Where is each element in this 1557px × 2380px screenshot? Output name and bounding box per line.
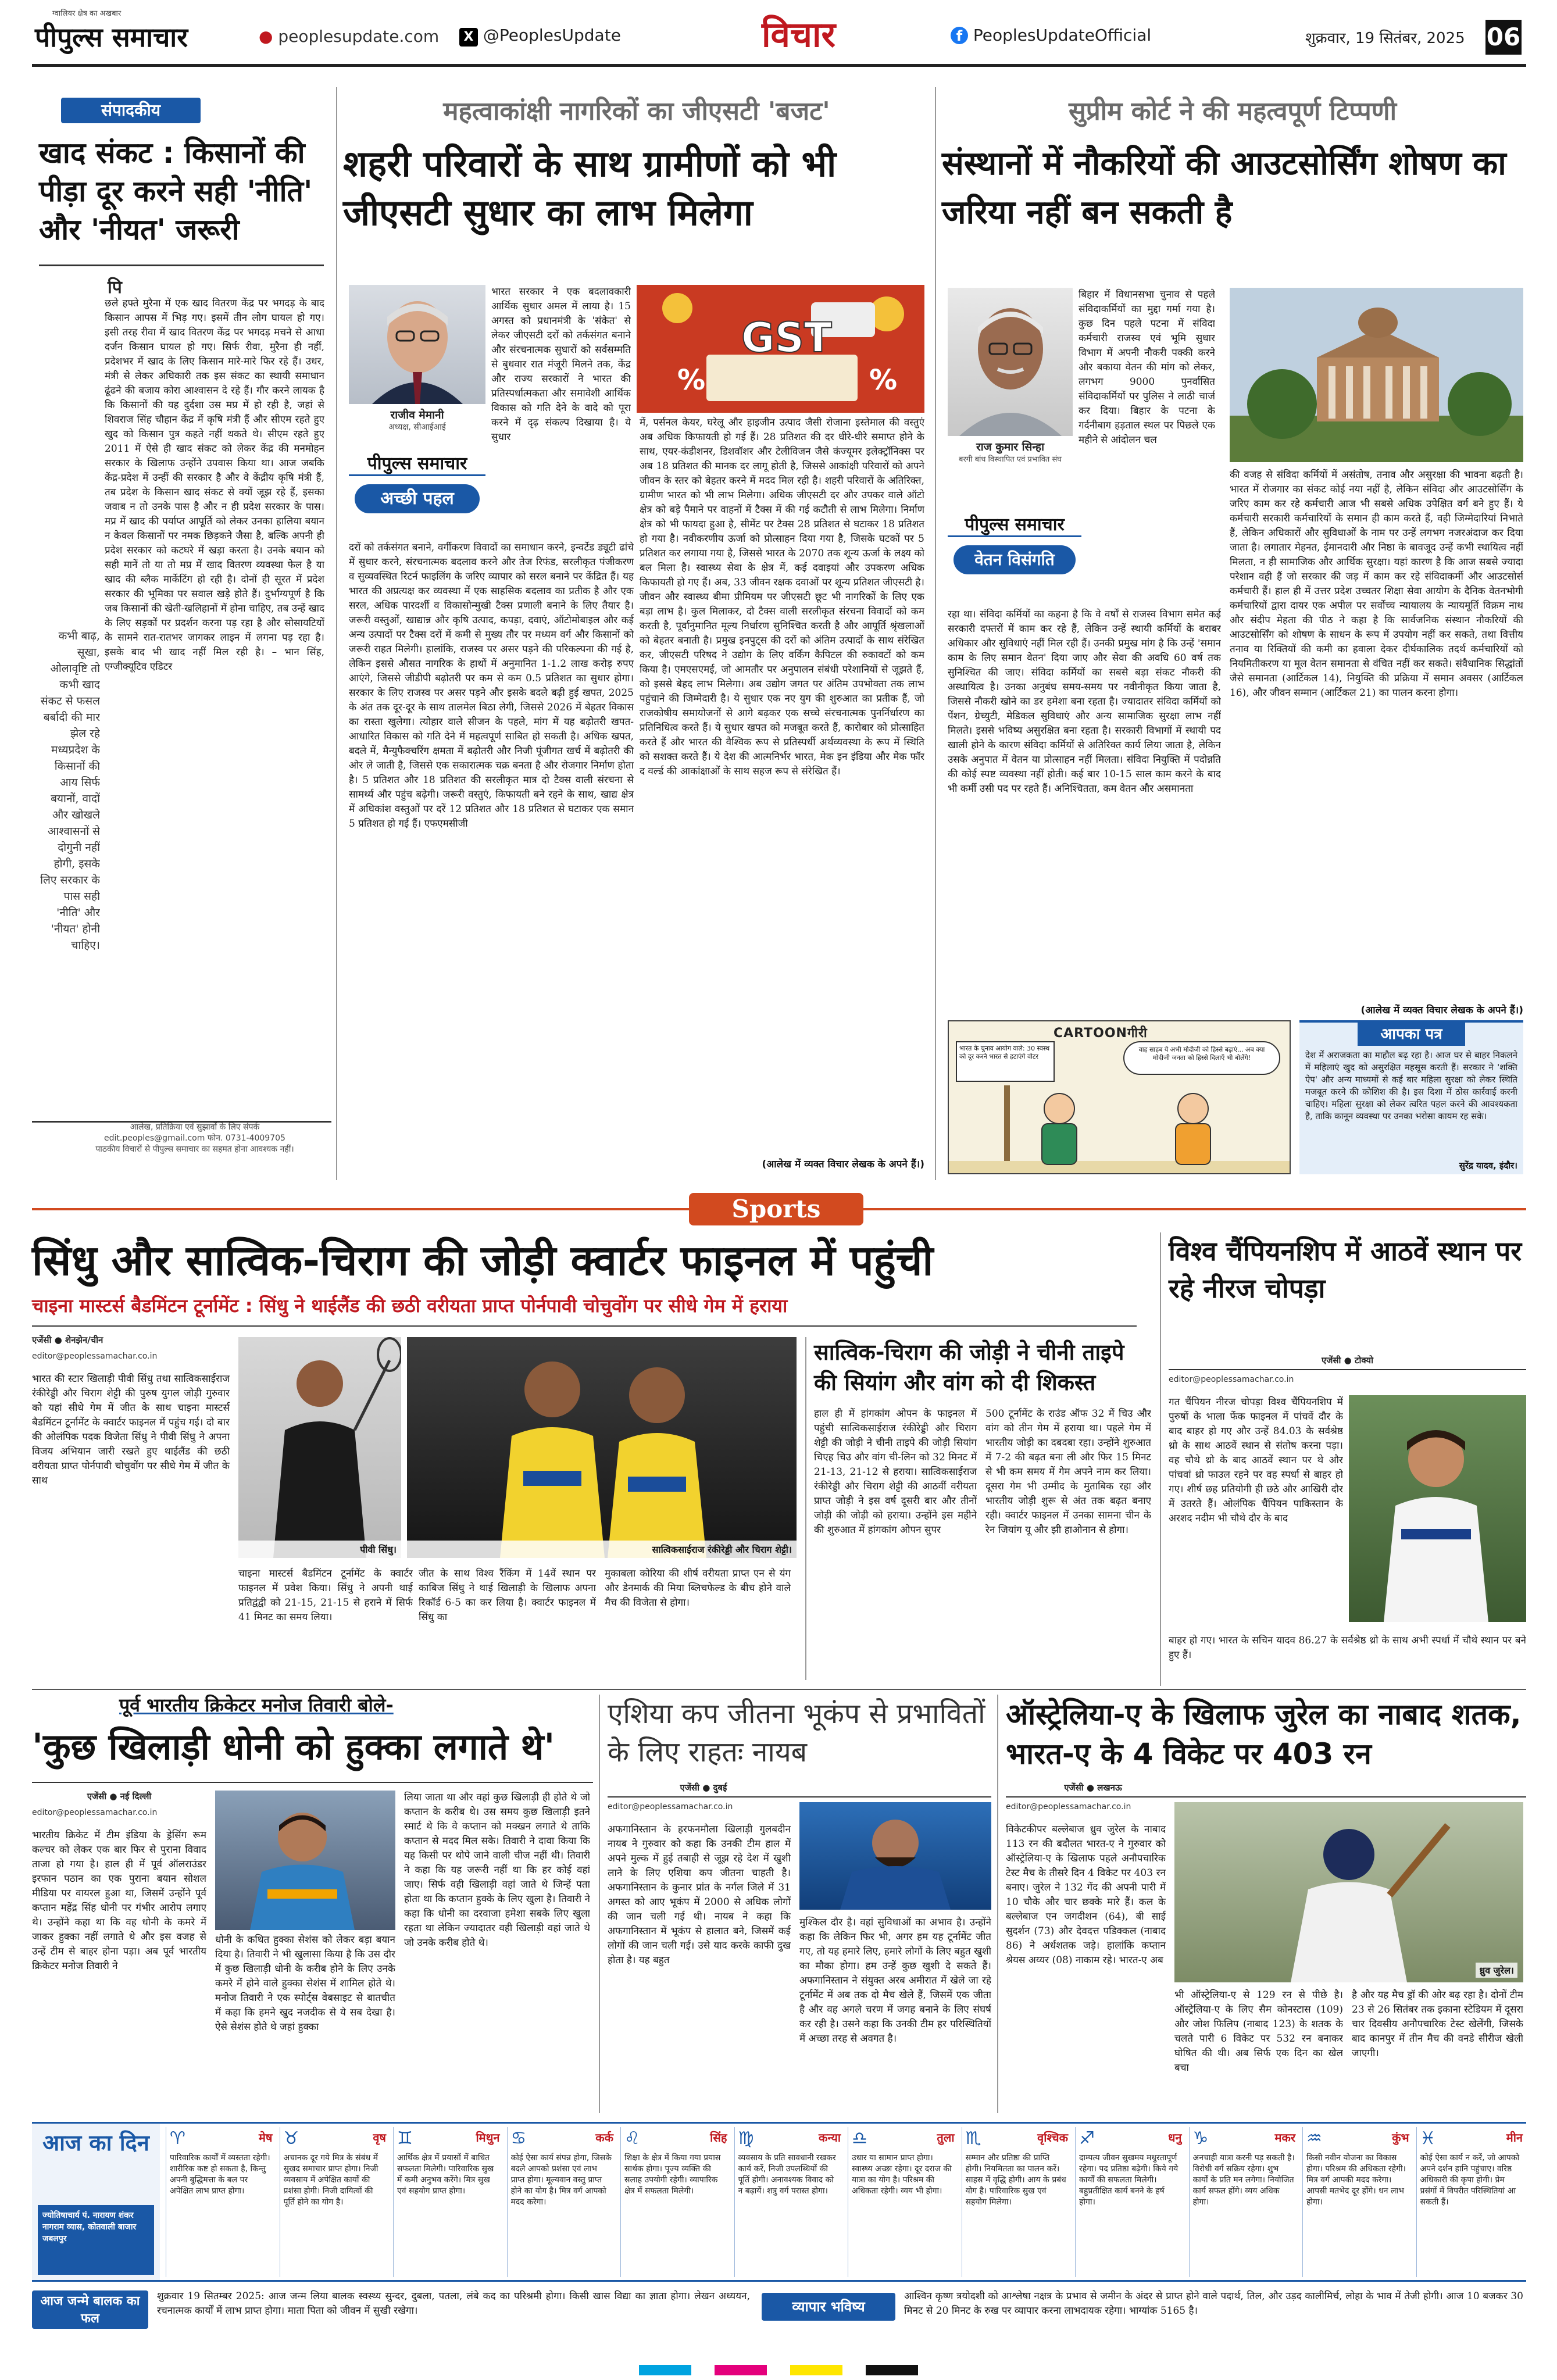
column-separator: [1160, 1232, 1161, 1686]
jurel-photo: [1174, 1802, 1523, 1982]
letter-body: देश में अराजकता का माहौल बढ़ रहा है। आज घर से बाहर निकलने में महिलाएं खुद को असुरक्षित महसूस करती हैं। सरकार ने 'शक्ति ऐप' और अन्य माध्यमों से कई बार महिला सुरक्षा को लेकर स्थिति मजबूत करने की कोशिश की है। इस दिशा में ठोस कार्रवाई करनी चाहिए। महिला सुरक्षा को लेकर त्वरित पहल करने की आवश्यकता है, ताकि कानून व्यवस्था पर उनका भरोसा कायम रह सके।: [1305, 1050, 1517, 1121]
editorial-footer: [58, 1122, 331, 1168]
editorial-headline: खाद संकट : किसानों की पीड़ा दूर करने सही 'नीति' और 'नीयत' जरूरी: [39, 136, 313, 246]
badge-logo: पीपुल्स समाचार: [948, 512, 1081, 537]
editorial-paragraph: छले हफ्ते मुरैना में एक खाद वितरण केंद्र पर भगदड़ के बाद किसान आपस में भिड़ गए। इसमें तीन लोग घायल हो गए। इसी तरह रीवा में खाद वितरण केंद्र पर भगदड़ मचने से आधा दर्जन किसान घायल हो गए। सिर्फ रीवा, मुरैना ही नहीं, प्रदेशभर में खाद के लिए किसान मारे-मारे फिर रहे हैं। उधर, मंत्री से लेकर अधिकारी तक इस संकट का स्थायी समाधान ढूंढने की बजाय कोरा आश्वासन दे रहे हैं। गौर करने लायक है कि किसानों की यह दुर्दशा उस मप्र में हो रही है, जहां से शिवराज सिंह चौहान केंद्र में कृषि मंत्री हैं और सीएम रहते हुए खुद को किसान पुत्र कहते नहीं थकते थे। सीएम रहते हुए 2011 में ऐसे ही खाद संकट को लेकर केंद्र की मनमोहन सरकार के खिलाफ उन्होंने उपवास किया था। आज जबकि केंद्र-प्रदेश में उन्हीं की सरकार है और वे केंद्रीय कृषि मंत्री हैं, तब प्रदेश के किसान खाद संकट से क्यों जूझ रहे हैं, इसका जवाब न तो उनके पास है और न ही प्रदेश सरकार के पास। मप्र में खाद की पर्याप्त आपूर्ति को लेकर उनका हालिया बयान न केवल किसानों पर नमक छिड़कने जैसा है, बल्कि अपनी ही प्रदेश सरकार को कटघरे में खड़ा करता है। उनके बयान को सही मानें तो या तो मप्र में खाद वितरण व्यवस्था फेल है या खाद की ब्लैक मार्केटिंग हो रही है। दोनों ही सूरत में प्रदेश सरकार की भूमिका पर सवाल खड़े होते हैं। दुर्भाग्यपूर्ण है कि जब किसानों की खेती-खलिहानों में होना चाहिए, तब उन्हें खाद के लिए सड़कों पर प्रदर्शन करना पड़ रहा है और सोसायटियों के सामने रात-रातभर जागकर लाइन में लगना पड़ रहा है। इसके बाद भी खाद नहीं मिल रही है। – भान सिंह, एग्जीक्यूटिव एडिटर: [105, 298, 324, 673]
zodiac-cell: [848, 2127, 958, 2277]
sub-story-headline: सात्विक-चिराग की जोड़ी ने चीनी ताइपे की सियांग और वांग को दी शिकस्त: [814, 1339, 1124, 1395]
zodiac-text: अनचाही यात्रा करनी पड़ सकती है। विरोधी वर्ग सक्रिय रहेगा। शुभ कार्यों के प्रति मन लगेगा। नियोजित कार्य सफल होंगे। व्यय अधिक होगा।: [1192, 2153, 1295, 2207]
color-swatch: [790, 2365, 842, 2375]
sindhu-photo: [238, 1337, 401, 1558]
dateline: एजेंसी ● शेनझेन/चीन: [32, 1335, 103, 1345]
page-number: 06: [1485, 20, 1522, 55]
x-icon: X: [459, 28, 478, 47]
zodiac-cell: [507, 2127, 617, 2277]
column-separator: [805, 1337, 806, 1680]
zodiac-cell: [1189, 2127, 1299, 2277]
birth-forecast: [32, 2286, 753, 2335]
badge-logo: पीपुल्स समाचार: [349, 451, 485, 476]
masthead: [0, 0, 1557, 65]
gst-graphic-icon: [637, 285, 924, 413]
website-label: peoplesupdate.com: [278, 27, 440, 46]
article-disclaimer: (आलेख में व्यक्त विचार लेखक के अपने हैं।): [1360, 1005, 1523, 1016]
zodiac-11-icon: ♒: [1306, 2128, 1322, 2149]
article-body-col: में, पर्सनल केयर, घरेलू और हाइजीन उत्पाद जैसी रोजाना इस्तेमाल की वस्तुएं अब अधिक किफायती हो गई हैं। 28 प्रतिशत की दर धीरे-धीरे समाप्त होने के साथ, एयर-कंडीशनर, डिशवॉशर और टेलीविजन जैसे कंज्यूमर इलेक्ट्रॉनिक्स पर अब 18 प्रतिशत की मानक दर लागू होती है, जिससे आकांक्षी परिवारों को अपने जीवन के स्तर को बेहतर करने में मदद मिल रही है। शहरी परिवारों के अतिरिक्त, ग्रामीण भारत को भी लाभ मिलेगा। अधिक जीएसटी दर और उपकर वाले ऑटो क्षेत्र को बड़े पैमाने पर वाहनों में टैक्स में की गई कटौती से लाभ मिलेगा। निर्माण क्षेत्र को भी फायदा हुआ है, सीमेंट पर टैक्स 28 प्रतिशत से घटाकर 18 प्रतिशत हो गया है। नवीकरणीय ऊर्जा को प्रोत्साहन दिया गया है, जिसके घटकों पर 5 प्रतिशत कर लगाया गया है, जिससे भारत के 2070 तक शून्य ऊर्जा के लक्ष्य को बल मिला है। स्वास्थ्य सेवा के क्षेत्र में, कई दवाइयां और उपकरण अधिक किफायती हो गए हैं। अब, 33 जीवन रक्षक दवाओं पर शून्य प्रतिशत जीएसटी है। जीवन और स्वास्थ्य बीमा प्रीमियम पर जीएसटी छूट भी नागरिकों के लिए एक बड़ा लाभ है। कुल मिलाकर, दो टैक्स वाली सरलीकृत संरचना विवादों को कम करती है, पूर्वानुमानित मूल्य निर्धारण सुनिश्चित करती है और आपूर्ति श्रृंखलाओं को बेहतर बनाती है। प्रमुख इनपुट्स की दरों को अंतिम उत्पादों के साथ संरेखित कर, जीएसटी परिषद ने उद्योग के लिए वर्किंग कैपिटल की रुकावटों को कम किया है। एमएसएमई, जो आमतौर पर अनुपालन संबंधी परेशानियों से जूझते हैं, को इससे बेहद लाभ मिलेगा। अब उद्योग जगत पर अंतिम उपभोक्ता तक लाभ पहुंचाने की जिम्मेदारी है। ये सुधार एक नए युग की शुरुआत का प्रतीक हैं, जो राजकोषीय समायोजनों से आगे बढ़कर एक सच्चे संरचनात्मक पुनर्निर्धारण का प्रतिनिधित्व करते हैं। ये सुधार खपत को मजबूत करते हैं, कारोबार को प्रोत्साहित करते हैं और भारत की वैश्विक रूप से प्रतिस्पर्धी अर्थव्यवस्था के रूप में स्थिति को सशक्त करते हैं। ये देश की आत्मनिर्भर भारत, मेक इन इंडिया और मेक फॉर द वर्ल्ड की आकांक्षाओं के साथ सहज रूप से संरेखित हैं।: [640, 417, 924, 777]
sports-body-col: 500 टूर्नामेंट के राउंड ऑफ 32 में चिउ और वांग को तीन गेम में हराया था। पहले गेम में भारतीय जोड़ी का दबदबा रहा। उन्होंने शुरुआत में 7-2 की बढ़त बना ली और फिर 15 मिनट से भी कम समय में गेम अपने नाम कर लिया। दूसरा गेम भी उम्मीद के मुताबिक रहा और भारतीय जोड़ी शुरू से अंत तक बढ़त बनाए रही। क्वार्टर फाइनल में उनका सामना चीन के रेन जियांग यू और झी हाओनान से होगा।: [985, 1408, 1151, 1536]
column-separator: [997, 1695, 998, 2113]
column-separator: [935, 87, 936, 1180]
divider: [32, 1782, 593, 1783]
zodiac-9-icon: ♐: [1079, 2128, 1095, 2149]
sports-subheadline: चाइना मास्टर्स बैडमिंटन टूर्नामेंट : सिंधु ने थाईलैंड की छठी वरीयता प्राप्त पोर्नपावी चोचुवोंग पर सीधे गेम में हराया: [32, 1295, 788, 1317]
logo-tagline: ग्वालियर क्षेत्र का अखबार: [52, 9, 122, 18]
horoscope-title-block: [32, 2124, 160, 2280]
dropcap: पि: [108, 277, 122, 298]
editorial-column: [32, 93, 331, 1122]
sports-body-col: है और यह मैच ड्रॉ की ओर बढ़ रहा है। दोनों टीम 23 से 26 सितंबर तक इकाना स्टेडियम में दूसरा चार दिवसीय अनौपचारिक टेस्ट खेलेंगी, जिसके बाद कानपुर में तीन मैच की वनडे सीरीज खेली जाएगी।: [1352, 1989, 1523, 2059]
sub-story-headline: एशिया कप जीतना भूकंप से प्रभावितों के लिए राहतः नायब: [608, 1698, 985, 1768]
good-initiative-badge: [349, 451, 485, 532]
logo[interactable]: [35, 8, 279, 55]
editorial-body: [105, 296, 324, 1110]
article-headline: संस्थानों में नौकरियों की आउटसोर्सिंग शोषण का जरिया नहीं बन सकती है: [942, 145, 1506, 231]
zodiac-text: उधार या सामान प्राप्त होगा। स्वास्थ्य अच्छा रहेगा। दूर दराज की यात्रा का योग है। परिश्रम की अधिकता रहेगी। व्यय भी होगा।: [852, 2153, 952, 2196]
zodiac-text: कोई ऐसा कार्य न करें, जो आपको अपने दर्शन हानि पहुंचाए। वरिष्ठ अधिकारी की कृपा होगी। प्रेम प्रसंगों में विपरीत परिस्थितियां आ सकती हैं।: [1420, 2153, 1520, 2207]
zodiac-12-icon: ♓: [1420, 2128, 1436, 2149]
badge-label: वेतन विसंगति: [954, 545, 1076, 574]
article-body-col: बिहार में विधानसभा चुनाव से पहले संविदाकर्मियों का मुद्दा गर्मा गया है। कुछ दिन पहले पटना में संविदा कर्मचारी राजस्व एवं भूमि सुधार विभाग में अपनी नौकरी पक्की करने और बकाया वेतन की मांग को लेकर, लगभग 9000 पुनर्वासित संविदाकर्मियों पर पुलिस ने लाठी चार्ज कर दिया। बिहार के पटना के गर्दनीबाग हड़ताल स्थल पर पिछले एक महीने से आंदोलन चल: [1079, 289, 1215, 446]
sports-body-col: भी ऑस्ट्रेलिया-ए से 129 रन से पीछे है। ऑस्ट्रेलिया-ए के लिए सैम कोनस्टास (109) और जोश फिलिप (नाबाद 123) के शतक के चलते पारी 6 विकेट पर 532 रन बनाकर घोषित की थी। अब सिर्फ एक दिन का खेल बचा: [1174, 1989, 1343, 2074]
author-role: अध्यक्ष, सीआईआई: [388, 423, 446, 432]
website-link[interactable]: [259, 27, 439, 46]
sports-body-col: धोनी के कथित हुक्का सेशंस को लेकर बड़ा बयान दिया है। तिवारी ने भी खुलासा किया है कि उस दौर में कुछ खिलाड़ी धोनी के करीब होने के लिए उनके कमरे में होने वाले हुक्का सेशंस में शामिल होते थे। मनोज तिवारी ने एक स्पोर्ट्स वेबसाइट से बातचीत में कहा कि हमने खुद नजदीक से ये सब देखा है। ऐसे सेशंस होते थे जहां हुक्का: [215, 1934, 395, 2033]
doubles-pair-photo: [407, 1337, 797, 1558]
sub-story-headline: ऑस्ट्रेलिया-ए के खिलाफ जुरेल का नाबाद शतक, भारत-ए के 4 विकेट पर 403 रन: [1006, 1698, 1522, 1771]
footer-contact: edit.peoples@gmail.com फोन. 0731-4009705: [104, 1134, 285, 1143]
sports-body-col: लिया जाता था और वहां कुछ खिलाड़ी ही होते थे जो कप्तान के करीब थे। उस समय कुछ खिलाड़ी इतने स्मार्ट थे कि वे कप्तान को मक्खन लगाते थे ताकि कप्तान से मदद मिल सके। तिवारी ने दावा किया कि यह किसी पर थोपे जाने वाली चीज नहीं थी। तिवारी ने कहा कि यह जरूरी नहीं था कि हर कोई वहां जाए। सिर्फ वही खिलाड़ी वहां जाते थे जिन्हें पता होता था कि कप्तान हुक्के के लिए खुला है। तिवारी ने कहा कि धोनी का दरवाजा हमेशा सबके लिए खुला रहता था लेकिन ज्यादातर वही खिलाड़ी वहां जाते थे जो उनके करीब होते थे।: [404, 1792, 590, 1949]
zodiac-name: तुला: [937, 2131, 955, 2145]
reporter-email: editor@peoplessamachar.co.in: [32, 1808, 158, 1817]
zodiac-text: किसी नवीन योजना का विकास होगा। परिश्रम की अधिकता रहेगी। मित्र वर्ग आपकी मदद करेगा। आपसी मतभेद दूर होंगे। धन लाभ होगा।: [1306, 2153, 1406, 2207]
zodiac-name: धनु: [1168, 2131, 1182, 2145]
doubles-players-icon: [407, 1337, 797, 1558]
divider: [32, 1325, 1137, 1327]
sports-headline: सिंधु और सात्विक-चिराग की जोड़ी क्वार्टर फाइनल में पहुंची: [32, 1236, 934, 1285]
nayab-photo: [799, 1802, 991, 1910]
article-kicker: महत्वाकांक्षी नागरिकों का जीएसटी 'बजट': [443, 97, 830, 126]
column-separator: [599, 1695, 600, 2113]
dateline: एजेंसी ● दुबई: [680, 1782, 727, 1793]
trade-forecast-text: आश्विन कृष्ण त्रयोदशी को आश्लेषा नक्षत्र के प्रभाव से जमीन के अंदर से प्राप्त होने वाले पदार्थ, तिल, और उड़द कालीमिर्च, लोहा के भाव में तेजी होगी। आज 10 बजकर 30 मिनट से 20 मिनट के रुख पर व्यापार करना लाभदायक रहेगा। भाग्यांक 5165 है।: [904, 2290, 1523, 2317]
letters-title: आपका पत्र: [1358, 1023, 1465, 1046]
dateline: एजेंसी ● नई दिल्ली: [87, 1791, 152, 1802]
sports-main-story: [32, 1232, 1151, 1686]
zodiac-6-icon: ♍: [738, 2128, 754, 2149]
author-name: राजीव मेमानी: [390, 409, 444, 421]
zodiac-3-icon: ♊: [397, 2128, 413, 2149]
horoscope-title: आज का दिन: [42, 2130, 149, 2156]
zodiac-name: कुंभ: [1392, 2131, 1409, 2145]
sports-body-col: भारत की स्टार खिलाड़ी पीवी सिंधु तथा सात्विकसाईराज रंकीरेड्डी और चिराग शेट्टी की पुरुष युगल जोड़ी गुरुवार को यहां सीधे गेम में जीत के साथ चाइना मास्टर्स बैडमिंटन टूर्नामेंट के क्वार्टर फाइनल में पहुंच गई। दो बार की ओलंपिक पदक विजेता सिंधु ने पीवी सिंधु ने अपना विजय अभियान जारी रखते हुए थाईलैंड की छठी वरीयता प्राप्त पोर्नपावी चोचुवोंग पर सीधे गेम में जीत के साथ: [32, 1373, 230, 1486]
horoscope-strip: [32, 2122, 1526, 2282]
article-disclaimer: (आलेख में व्यक्त विचार लेखक के अपने हैं।): [762, 1159, 924, 1170]
zodiac-name: मीन: [1506, 2131, 1523, 2145]
zodiac-cell: [962, 2127, 1072, 2277]
section-rule: [32, 1689, 1526, 1690]
dateline: एजेंसी ● लखनऊ: [1064, 1782, 1122, 1793]
zodiac-name: वृष: [373, 2131, 386, 2145]
article-headline: शहरी परिवारों के साथ ग्रामीणों को भी जीएसटी सुधार का लाभ मिलेगा: [343, 142, 837, 234]
zodiac-text: पारिवारिक कार्यों में व्यस्तता रहेगी। शारीरिक कष्ट हो सकता है, किन्तु अपनी बुद्धिमत्ता के बल पर अपेक्षित लाभ प्राप्त होगा।: [170, 2153, 270, 2196]
zodiac-10-icon: ♑: [1192, 2128, 1209, 2149]
badminton-player-icon: [238, 1337, 401, 1558]
person-portrait-icon: [349, 285, 485, 404]
sports-label: Sports: [689, 1193, 863, 1225]
zodiac-cell: [1416, 2127, 1527, 2277]
zodiac-cell: [166, 2127, 276, 2277]
trade-forecast-label: व्यापार भविष्य: [762, 2293, 895, 2321]
zodiac-1-icon: ♈: [170, 2128, 185, 2149]
divider: [39, 265, 324, 266]
cricketer-icon: [215, 1791, 395, 1930]
cartoon-drawing-icon: [949, 1074, 1291, 1174]
gst-illustration: [637, 285, 924, 413]
photo-caption: पीवी सिंधु।: [238, 1541, 401, 1558]
twitter-link[interactable]: [459, 26, 621, 47]
court-building-icon: [1230, 288, 1523, 462]
facebook-icon: f: [951, 27, 968, 44]
column-separator: [336, 87, 337, 1180]
color-swatch: [639, 2365, 691, 2375]
zodiac-grid: [166, 2127, 1526, 2278]
zodiac-text: कोई ऐसा कार्य संपन्न होगा, जिसके बदले आपको प्रशंसा एवं लाभ प्राप्त होगा। मूल्यवान वस्तु प्राप्त होने का योग है। मित्र वर्ग आपको मदद करेगा।: [510, 2153, 612, 2207]
color-swatch: [866, 2365, 918, 2375]
author-role: बरगी बांध विस्थापित एवं प्रभावित संघ: [959, 455, 1062, 464]
logo-text: पीपुल्स समाचार: [35, 22, 188, 53]
zodiac-name: सिंह: [710, 2131, 727, 2145]
section-title: विचार: [762, 15, 836, 55]
sports-body-col: विकेटकीपर बल्लेबाज ध्रुव जुरेल के नाबाद 113 रन की बदौलत भारत-ए ने गुरुवार को ऑस्ट्रेलिया-ए के खिलाफ पहले अनौपचारिक टेस्ट मैच के तीसरे दिन 4 विकेट पर 403 रन बनाए। जुरेल ने 132 गेंद की अपनी पारी में 10 चौके और चार छक्के मारे हैं। कल के बल्लेबाज एन जगदीशन (64), बी साई सुदर्शन (73) और देवदत्त पडिक्कल (नाबाद 86) ने अर्धशतक जड़े। हालांकि कप्तान श्रेयस अय्यर (08) नाकाम रहे। भारत-ए अब: [1006, 1824, 1166, 1966]
facebook-link[interactable]: [951, 26, 1151, 45]
javelin-thrower-icon: [1349, 1395, 1526, 1622]
sports-body-col: हाल ही में हांगकांग ओपन के फाइनल में पहुंची सात्विकसाईराज रंकीरेड्डी और चिराग शेट्टी की जोड़ी ने चीनी ताइपे की जोड़ी सियांग चिएह चिउ और वांग ची-लिन को 32 मिनट में 21-13, 21-12 से हराया। सात्विकसाईराज रंकीरेड्डी और चिराग शेट्टी की आठवीं वरीयता प्राप्त जोड़ी ने इस वर्ष दूसरी बार और तीनों जोड़ी की जोड़ी को हराया। उन्होंने इस महीने की शुरुआत में हांगकांग ओपन सुपर: [814, 1408, 977, 1536]
zodiac-name: मेष: [258, 2131, 273, 2145]
zodiac-text: दाम्पत्य जीवन सुखमय मधुरतापूर्ण रहेगा। पद प्रतिष्ठा बढ़ेगी। किये गये कार्यों की सफलता मिलेगी। बहुप्रतीक्षित कार्य बनने के हर्ष होगा।: [1079, 2153, 1179, 2207]
dateline: एजेंसी ● टोक्यो: [1321, 1355, 1374, 1366]
photo-caption: सात्विकसाईराज रंकीरेड्डी और चिराग शेट्टी।: [407, 1541, 797, 1558]
astrologer-credit: ज्योतिषाचार्य पं. नारायण शंकर नागराम व्यास, कोतवाली बाजार जबलपुर: [38, 2205, 154, 2275]
facebook-handle: PeoplesUpdateOfficial: [973, 26, 1152, 45]
zodiac-2-icon: ♉: [283, 2128, 299, 2149]
zodiac-name: कन्या: [818, 2131, 841, 2145]
batsman-icon: [1174, 1802, 1523, 1982]
article-body-col: दरों को तर्कसंगत बनाने, वर्गीकरण विवादों का समाधान करने, इन्वर्टेड ड्यूटी ढांचे में सुधार करने, संरचनात्मक बदलाव करने और तेज रिफंड, सरलीकृत पंजीकरण व सुव्यवस्थित रिटर्न फाइलिंग के जरिए व्यापार को सरल बनाने पर केंद्रित हैं। यह भारत की अप्रत्यक्ष कर व्यवस्था में एक साहसिक बदलाव का प्रतीक है और एक सरल, अधिक पारदर्शी व विकासोन्मुखी टैक्स प्रणाली बनाने के लिए तैयार है। जरूरी वस्तुओं, खाद्यान्न और कृषि उत्पाद, कपड़ा, दवाएं, ऑटोमोबाइल और कई अन्य उत्पादों पर टैक्स दरों में कमी से मुख्य तौर पर मध्यम वर्ग और किसानों को जरूरी राहत मिलेगी। हालांकि, राजस्व पर असर पड़ने की परिकल्पना की गई है, लेकिन इससे औसत नागरिक के हाथों में अनुमानित 1-1.2 लाख करोड़ रुपए आएंगे, जिससे जीडीपी बढ़ोतरी पर कम से कम 0.5 प्रतिशत का सुधार होगा। सरकार के लिए राजस्व पर असर पड़ने और इसके बदले बढ़ी हुई खपत, 2025 के अंत तक दूर-दूर के साथ तालमेल बिठा लेगी, जिससे 2026 में बेहतर विकास का रास्ता खुलेगा। त्योहार वाले सीजन के पहले, मांग में यह बढ़ोतरी खपत-आधारित विकास को गति देने में महत्वपूर्ण साबित हो सकती है। अधिक खपत, बदले में, मैन्युफैक्चरिंग क्षमता में बढ़ोतरी और निजी पूंजीगत खर्च में बढ़ोतरी की ओर ले जाती है, जिससे एक सकारात्मक चक्र बनता है और रोजगार निर्माण होता है। 5 प्रतिशत और 18 प्रतिशत की सरलीकृत मात्र दो टैक्स वाली संरचना से सामर्थ्य और पहुंच बढ़ेगी। जरूरी वस्तुएं, किफायती बने रहने के साथ, खाद्य क्षेत्र में अधिकांश वस्तुओं पर दरें 12 प्रतिशत और 18 प्रतिशत से घटाकर एक समान 5 प्रतिशत हो गई हैं। एफएमसीजी: [349, 542, 634, 830]
zodiac-4-icon: ♋: [510, 2128, 527, 2149]
photo-caption: ध्रुव जुरेल।: [1476, 1963, 1517, 1978]
letter-signature: सुरेंद्र यादव, इंदौर।: [1459, 1160, 1517, 1171]
badge-label: अच्छी पहल: [355, 484, 480, 513]
footer-contact-title: आलेख, प्रतिक्रिया एवं सुझावों के लिए संपर्क: [130, 1123, 260, 1132]
sports-body-col: गत चैंपियन नीरज चोपड़ा विश्व चैंपियनशिप में पुरुषों के भाला फेंक फाइनल में पांचवें दौर के बाद बाहर हो गए और उन्हें 84.03 के सर्वश्रेष्ठ थ्रो के साथ आठवें स्थान से संतोष करना पड़ा। वह चौथे थ्रो के बाद आठवें स्थान पर थे और पांचवां थ्रो फाउल रहने पर वह स्पर्धा से बाहर हो गए। शीर्ष छह प्रतियोगी ही छठे और आखिरी दौर में उतरते हैं। ओलंपिक चैंपियन पाकिस्तान के अरशद नदीम भी चौथे दौर के बाद: [1169, 1396, 1343, 1524]
zodiac-text: शिक्षा के क्षेत्र में किया गया प्रयास सार्थक होगा। पूज्य व्यक्ति की सलाह उपयोगी रहेगी। व्यापारिक क्षेत्र में सफलता मिलेगी।: [624, 2153, 721, 2196]
tiwari-story: [32, 1695, 593, 2113]
svg-text:%: %: [677, 364, 706, 396]
zodiac-text: आर्थिक क्षेत्र में प्रयासों में बाधित सफलता मिलेगी। पारिवारिक सुख में कमी अनुभव करेंगे। मित्र सुख एवं सहयोग प्राप्त होगा।: [397, 2153, 494, 2196]
neeraj-story: [1169, 1232, 1526, 1686]
divider: [1169, 1369, 1526, 1370]
article-body-col: भारत सरकार ने एक बदलावकारी आर्थिक सुधार अमल में लाया है। 15 अगस्त को प्रधानमंत्री के 'संकेत' से लेकर जीएसटी दरों को तर्कसंगत बनाने और संरचनात्मक सुधारों को सर्वसम्मति से बुधवार रात मंजूरी मिलने तक, केंद्र और राज्य सरकारों ने भारत की प्रतिस्पर्धात्मकता और समावेशी आर्थिक विकास को गति देने के वादे को पूरा करने में दृढ़ संकल्प दिखाया है। ये सुधार: [491, 286, 631, 443]
zodiac-name: मिथुन: [476, 2131, 500, 2145]
gst-word: GST: [741, 314, 832, 362]
pay-disparity-badge: [948, 512, 1081, 599]
divider: [608, 1796, 991, 1797]
zodiac-name: मकर: [1274, 2131, 1295, 2145]
person-portrait-icon: [948, 288, 1073, 436]
zodiac-cell: [620, 2127, 731, 2277]
cricketer-icon: [799, 1802, 991, 1910]
reporter-email: editor@peoplessamachar.co.in: [32, 1352, 158, 1361]
masthead-rule: [32, 64, 1526, 67]
print-color-bar: [0, 2360, 1557, 2380]
article-outsourcing: [942, 87, 1529, 1180]
zodiac-cell: [393, 2127, 503, 2277]
zodiac-5-icon: ♌: [624, 2128, 640, 2149]
article-body-col: रहा था। संविदा कर्मियों का कहना है कि वे वर्षों से राजस्व विभाग समेत कई सरकारी दफ्तरों में काम कर रहे हैं, लेकिन उन्हें स्थायी कर्मियों के बराबर अधिकार और सुविधाएं नहीं मिल रही हैं। उनकी प्रमुख मांग है कि उन्हें 'समान काम के लिए समान वेतन' दिया जाए और सेवा की अवधि 60 वर्ष तक सुनिश्चित की जाए। संविदा कर्मियों का सबसे बड़ा संकट नौकरी की अस्थायित्व है। उनका अनुबंध समय-समय पर नवीनीकृत किया जाता है, जिससे नौकरी खोने का डर हमेशा बना रहता है। ज्यादातर संविदा कर्मियों को पेंशन, ग्रेच्युटी, मेडिकल सुविधाएं और अन्य सामाजिक सुरक्षा लाभ नहीं मिलते। इससे भविष्य असुरक्षित बना रहता है। सरकारी विभागों में स्थायी पद खाली होने के कारण संविदा कर्मियों से अतिरिक्त कार्य लिया जाता है, लेकिन उसके अनुपात में वेतन या प्रोत्साहन नहीं मिलता। संविदा नियुक्ति में पदोन्नति की कोई स्पष्ट व्यवस्था नहीं होती। कई बार 10-15 साल काम करने के बाद भी कर्मी उसी पद पर रहते हैं। अनिश्चितता, कम वेतन और असमानता: [948, 609, 1221, 795]
reporter-email: editor@peoplessamachar.co.in: [1169, 1375, 1294, 1384]
author-photo: [948, 288, 1073, 436]
color-swatch: [715, 2365, 767, 2375]
jurel-story: [1006, 1695, 1526, 2113]
issue-date: शुक्रवार, 19 सितंबर, 2025: [1305, 30, 1465, 47]
zodiac-text: अचानक दूर गये मित्र के संबंध में सुखद समाचार प्राप्त होगा। निजी व्यवसाय में अपेक्षित कार्यों की प्रशंसा होगी। निजी दायित्वों की पूर्ति होने का योग है।: [283, 2153, 378, 2207]
sports-body-col: जीत के साथ विश्व रैंकिंग में 14वें स्थान पर काबिज सिंधु ने थाई खिलाड़ी के खिलाफ अपना रिकॉर्ड 6-5 का कर लिया है। क्वार्टर फाइनल में सिंधु का: [419, 1568, 596, 1623]
author-photo: [349, 285, 485, 404]
author-name: राज कुमार सिन्हा: [976, 441, 1045, 453]
reporter-email: editor@peoplessamachar.co.in: [608, 1802, 733, 1811]
cartoon-speech-bubble: वाह साहब ये अभी मोदीजी को हिस्से बढ़ाएं... अब क्या मोदीजी जनता को हिस्से दिलाएँ भी बोलेंगे!: [1123, 1041, 1280, 1075]
cartoon-title: CARTOONगीरी: [1054, 1026, 1148, 1041]
zodiac-text: व्यवसाय के प्रति सावधानी रखकर कार्य करें, निजी उपलब्धियों की पूर्ति होगी। अनावश्यक विवाद को न बढ़ायें। शत्रु वर्ग परास्त होगा।: [738, 2153, 836, 2196]
editorial-sidenote: कभी बाढ़, सूखा, ओलावृष्टि तो कभी खाद संकट से फसल बर्बादी की मार झेल रहे मध्यप्रदेश के किसानों की आय सिर्फ बयानों, वादों और खोखले आश्वासनों से दोगुनी नहीं होगी, इसके लिए सरकार के पास सही 'नीति' और 'नीयत' होनी चाहिए।: [40, 630, 100, 952]
letters-box: [1299, 1020, 1523, 1174]
trade-forecast: [762, 2286, 1526, 2335]
sports-body-col: बाहर हो गए। भारत के सचिन यादव 86.27 के सर्वश्रेष्ठ थ्रो के साथ अभी स्पर्धा में चौथे स्थान पर बने हुए हैं।: [1169, 1635, 1526, 1661]
zodiac-name: कर्क: [595, 2131, 613, 2145]
sports-body-col: अफगानिस्तान के हरफनमौला खिलाड़ी गुलबदीन नायब ने गुरुवार को कहा कि उनकी टीम हाल में अपने मुल्क में हुई तबाही से जूझ रहे देश में खुशी लाने के लिए एशिया कप जीतना चाहती है। अफगानिस्तान के कुनार प्रांत के नर्गल जिले में 31 अगस्त को आए भूकंप में 2000 से अधिक लोगों की जान चली गई थी। नायब ने कहा कि अफगानिस्तान में भूकंप से हालात बने, जिसमें कई लोगों की जान चली गई। उसे याद करके काफी दुख होता है। यह बहुत: [608, 1824, 791, 1966]
twitter-handle: @PeoplesUpdate: [483, 26, 621, 45]
zodiac-cell: [1075, 2127, 1185, 2277]
sports-body-col: भारतीय क्रिकेट में टीम इंडिया के ड्रेसिंग रूम कल्चर को लेकर एक बार फिर से पुराना विवाद ताजा हो गया है। हाल ही में पूर्व ऑलराउंडर इरफान पठान का एक पुराना बयान सोशल मीडिया पर वायरल हुआ था, जिसमें उन्होंने पूर्व कप्तान महेंद्र सिंह धोनी पर गंभीर आरोप लगाए थे। उन्होंने कहा था कि वह धोनी के कमरे में जाकर हुक्का नहीं लगाते थे और इस वजह से उन्हें टीम से बाहर होना पड़ा। अब पूर्व भारतीय क्रिकेटर मनोज तिवारी ने: [32, 1829, 206, 1972]
sports-body-col: मुकाबला कोरिया की शीर्ष वरीयता प्राप्त एन से यंग और डेनमार्क की मिया ब्लिचफेल्ड के बीच होने वाले मैच की विजेता से होगा।: [605, 1568, 791, 1609]
neeraj-photo: [1349, 1395, 1526, 1622]
editorial-tag: संपादकीय: [61, 98, 201, 123]
zodiac-7-icon: ♎: [852, 2128, 867, 2149]
article-body-col: की वजह से संविदा कर्मियों में असंतोष, तनाव और असुरक्षा की भावना बढ़ती है। भारत में रोजगार का संकट कोई नया नहीं है, लेकिन संविदा और आउटसोर्सिंग के जरिए काम कर रहे कर्मचारी आज भी सबसे अधिक उपेक्षित वर्ग बने हुए हैं। ये कर्मचारी सरकारी कर्मचारियों के समान ही काम करते हैं, वही जिम्मेदारियां निभाते हैं, लेकिन अधिकारों और सुविधाओं के नाम पर उन्हें लगभग नजरअंदाज कर दिया जाता है। लगातार मेहनत, ईमानदारी और निष्ठा के बावजूद उन्हें कभी स्थायित्व नहीं मिलता, न ही सामाजिक और आर्थिक सुरक्षा। यहां कारण है कि आज सबसे ज्यादा परेशान वही हैं जो सरकार की जड़ में काम कर रहे संविदाकर्मी और आउटसोर्स कर्मचारी हैं। हाल ही में उत्तर प्रदेश उच्चतर शिक्षा सेवा आयोग के दैनिक वेतनभोगी कर्मचारियों द्वारा दायर एक अपील पर सर्वोच्च न्यायालय के न्यायमूर्ति विक्रम नाथ और संदीप मेहता की पीठ ने कहा है कि सार्वजनिक संस्थान नौकरियों की आउटसोर्सिंग को शोषण के साधन के रूप में उपयोग नहीं कर सकते, तथा वित्तीय तनाव या रिक्तियों की कमी का हवाला देकर दीर्घकालिक तदर्थ कर्मचारियों को नियमितीकरण या मूल वेतन समानता से वंचित नहीं कर सकते। संवैधानिक सिद्धांतों जैसे समानता (आर्टिकल 14), नियुक्ति की प्रक्रिया में समान अवसर (आर्टिकल 16), और जीवन सम्मान (आर्टिकल 21) का पालन करना होगा।: [1230, 469, 1523, 699]
svg-text:%: %: [869, 364, 898, 396]
sports-body-col: मुश्किल दौर है। वहां सुविधाओं का अभाव है। उन्होंने कहा कि लेकिन फिर भी, अगर हम यह टूर्नामेंट जीत गए, तो यह हमारे लिए, हमारे लोगों के लिए बहुत खुशी का मौका होगा। हम उन्हें कुछ खुशी दे सकते हैं। अफगानिस्तान ने संयुक्त अरब अमीरात में खेले जा रहे टूर्नामेंट में अब तक दो मैच खेले हैं, जिसमें एक जीता है और वह अगले चरण में जगह बनाने के लिए संघर्ष कर रही है। उसने कहा कि उनकी टीम हर परिस्थितियों में अच्छा तरह से अवगत है।: [799, 1917, 991, 2045]
birth-forecast-text: शुक्रवार 19 सितम्बर 2025: आज जन्म लिया बालक स्वस्थ्य सुन्दर, दुबला, पतला, लंबे कद का परिश्रमी होगा। किसी खास विद्या का ज्ञाता होगा। लेखन अध्ययन, रचनात्मक कार्यों में लाभ प्राप्त होगा। माता पिता को जीवन में सुखी रखेगा।: [157, 2290, 750, 2317]
zodiac-cell: [1302, 2127, 1413, 2277]
zodiac-cell: [280, 2127, 390, 2277]
reporter-email: editor@peoplessamachar.co.in: [1006, 1802, 1131, 1811]
dhoni-photo: [215, 1791, 395, 1930]
sub-story-headline: 'कुछ खिलाड़ी धोनी को हुक्का लगाते थे': [32, 1725, 555, 1768]
article-kicker: सुप्रीम कोर्ट ने की महत्वपूर्ण टिप्पणी: [1069, 97, 1397, 126]
story-kicker: पूर्व भारतीय क्रिकेटर मनोज तिवारी बोले-: [119, 1694, 394, 1716]
divider: [1006, 1796, 1526, 1797]
sports-body-col: चाइना मास्टर्स बैडमिंटन टूर्नामेंट के क्वार्टर फाइनल में प्रवेश किया। सिंधु ने अपनी थाई प्रतिद्वंद्वी को 21-15, 21-15 से हराने में सिर्फ 41 मिनट का समय लिया।: [238, 1568, 413, 1623]
cartoon-panel: [948, 1020, 1291, 1174]
cartoon-sign: भारत के चुनाव आयोग वाले: 30 स्वस्थ को दूर करने भारत से हटाएंगे वोटर: [956, 1041, 1055, 1082]
birth-forecast-label: आज जन्मे बालक का फल: [32, 2290, 148, 2329]
zodiac-name: वृश्चिक: [1037, 2131, 1068, 2145]
article-gst: [343, 87, 930, 1180]
zodiac-text: सम्मान और प्रतिष्ठा की प्राप्ति होगी। नियमितता का पालन करें। साहस में वृद्धि होगी। आय के प्रबंध योग है। पारिवारिक सुख एवं सहयोग मिलेगा।: [965, 2153, 1066, 2207]
nayab-story: [608, 1695, 991, 2113]
footer-disclaimer: पाठकीय विचारों से पीपुल्स समाचार का सहमत होना आवश्यक नहीं।: [95, 1145, 294, 1154]
zodiac-8-icon: ♏: [965, 2128, 981, 2149]
sub-story-headline: विश्व चैंपियनशिप में आठवें स्थान पर रहे नीरज चोपड़ा: [1169, 1235, 1522, 1304]
zodiac-cell: [734, 2127, 845, 2277]
supreme-court-photo: [1230, 288, 1523, 462]
globe-icon: ●: [259, 27, 278, 46]
